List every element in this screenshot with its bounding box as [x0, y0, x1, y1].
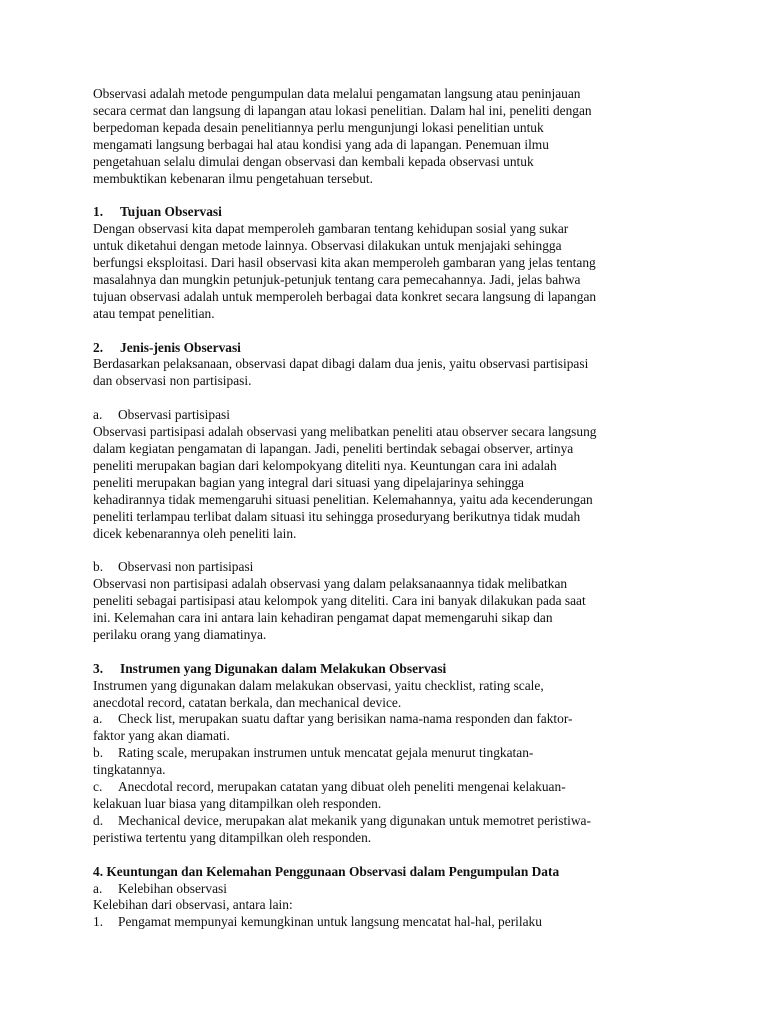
document-page	[93, 86, 693, 931]
sub-letter: a.	[93, 880, 103, 896]
list-item	[93, 745, 693, 762]
intro-paragraph: Observasi adalah metode pengumpulan data melalui pengamatan langsung atau peninjauan secara cermat dan langsung di lapangan atau lokasi penelitian. Dalam hal ini, peneliti dengan berpedoman kepada desain penelitiannya perlu mengunjungi lokasi penelitian untuk mengamati langsung berbagai hal atau kondisi yang ada di lapangan. Penemuan ilmu pengetahuan selalu dimulai dengan observasi dan kembali kepada observasi untuk membuktikan kebenaran ilmu pengetahuan tersebut.	[93, 86, 592, 186]
list-item	[93, 914, 693, 931]
subsection-a-heading	[93, 881, 693, 898]
list-item	[93, 779, 693, 796]
list-item-continuation: faktor yang akan diamati.	[93, 728, 230, 744]
subsection-a-body: Observasi partisipasi adalah observasi yang melibatkan peneliti atau observer secara langsung dalam kegiatan pengamatan di lapangan. Jadi, peneliti bertindak sebagai observer, artinya peneliti merupakan bagian dari kelompokyang diteliti nya. Keuntungan cara ini adalah peneliti merupakan bagian yang integral dari situasi yang dipelajarinya sehingga kehadirannya tidak memengaruhi situasi penelitian. Kelemahannya, yaitu ada kecenderungan peneliti terlampau terlibat dalam situasi itu sehingga proseduryang berikutnya tidak mudah dicek kebenarannya oleh peneliti lain.	[93, 424, 597, 541]
section-title: Tujuan Observasi	[120, 204, 222, 220]
list-item	[93, 813, 693, 830]
section-title: Jenis-jenis Observasi	[120, 339, 241, 355]
subsection-b-body: Observasi non partisipasi adalah observasi yang dalam pelaksanaannya tidak melibatkan peneliti sebagai partisipasi atau kelompok yang diteliti. Cara ini banyak dilakukan pada saat ini. Kelemahan cara ini antara lain kehadiran pengamat dapat memengaruhi sikap dan perilaku orang yang diamatinya.	[93, 576, 586, 642]
sub-letter: a.	[93, 407, 103, 423]
section-3-heading	[93, 661, 693, 678]
sub-title: Observasi partisipasi	[118, 407, 230, 423]
sub-title: Kelebihan observasi	[118, 880, 227, 896]
subsection-b-heading	[93, 559, 693, 576]
section-3-body: Instrumen yang digunakan dalam melakukan observasi, yaitu checklist, rating scale, anecdotal record, catatan berkala, dan mechanical device.	[93, 677, 544, 710]
item-letter: d.	[93, 812, 104, 828]
section-title: Instrumen yang Digunakan dalam Melakukan Observasi	[120, 660, 447, 676]
item-text: Rating scale, merupakan instrumen untuk mencatat gejala menurut tingkatan-	[118, 745, 534, 761]
item-letter: b.	[93, 745, 104, 761]
sub-letter: b.	[93, 559, 104, 575]
item-text: Check list, merupakan suatu daftar yang berisikan nama-nama responden dan faktor-	[118, 711, 573, 727]
list-item-continuation: peristiwa tertentu yang ditampilkan oleh responden.	[93, 829, 372, 845]
sub-title: Observasi non partisipasi	[118, 559, 254, 575]
section-number: 3.	[93, 660, 104, 676]
section-4-heading: 4. Keuntungan dan Kelemahan Penggunaan Observasi dalam Pengumpulan Data	[93, 863, 560, 879]
section-1-heading	[93, 204, 693, 221]
item-letter: c.	[93, 779, 103, 795]
section-1-body: Dengan observasi kita dapat memperoleh gambaran tentang kehidupan sosial yang sukar untuk diketahui dengan metode lainnya. Observasi dilakukan untuk menjajaki sehingga berfungsi eksploitasi. Dari hasil observasi kita akan memperoleh gambaran yang jelas tentang masalahnya dan mungkin petunjuk-petunjuk tentang cara pemecahannya. Jadi, jelas bahwa tujuan observasi adalah untuk memperoleh berbagai data konkret secara langsung di lapangan atau tempat penelitian.	[93, 221, 597, 321]
item-number: 1.	[93, 914, 104, 930]
subsection-a-heading	[93, 407, 693, 424]
list-item-continuation: tingkatannya.	[93, 762, 166, 778]
list-item-continuation: kelakuan luar biasa yang ditampilkan oleh responden.	[93, 795, 382, 811]
section-2-heading	[93, 340, 693, 357]
list-item	[93, 711, 693, 728]
section-4-lead: Kelebihan dari observasi, antara lain:	[93, 897, 293, 913]
item-text: Pengamat mempunyai kemungkinan untuk langsung mencatat hal-hal, perilaku	[118, 914, 542, 930]
item-text: Anecdotal record, merupakan catatan yang dibuat oleh peneliti mengenai kelakuan-	[118, 779, 566, 795]
item-letter: a.	[93, 711, 103, 727]
item-text: Mechanical device, merupakan alat mekanik yang digunakan untuk memotret peristiwa-	[118, 812, 591, 828]
section-number: 2.	[93, 339, 104, 355]
section-2-body: Berdasarkan pelaksanaan, observasi dapat dibagi dalam dua jenis, yaitu observasi partisipasi dan observasi non partisipasi.	[93, 356, 589, 389]
section-number: 1.	[93, 204, 104, 220]
